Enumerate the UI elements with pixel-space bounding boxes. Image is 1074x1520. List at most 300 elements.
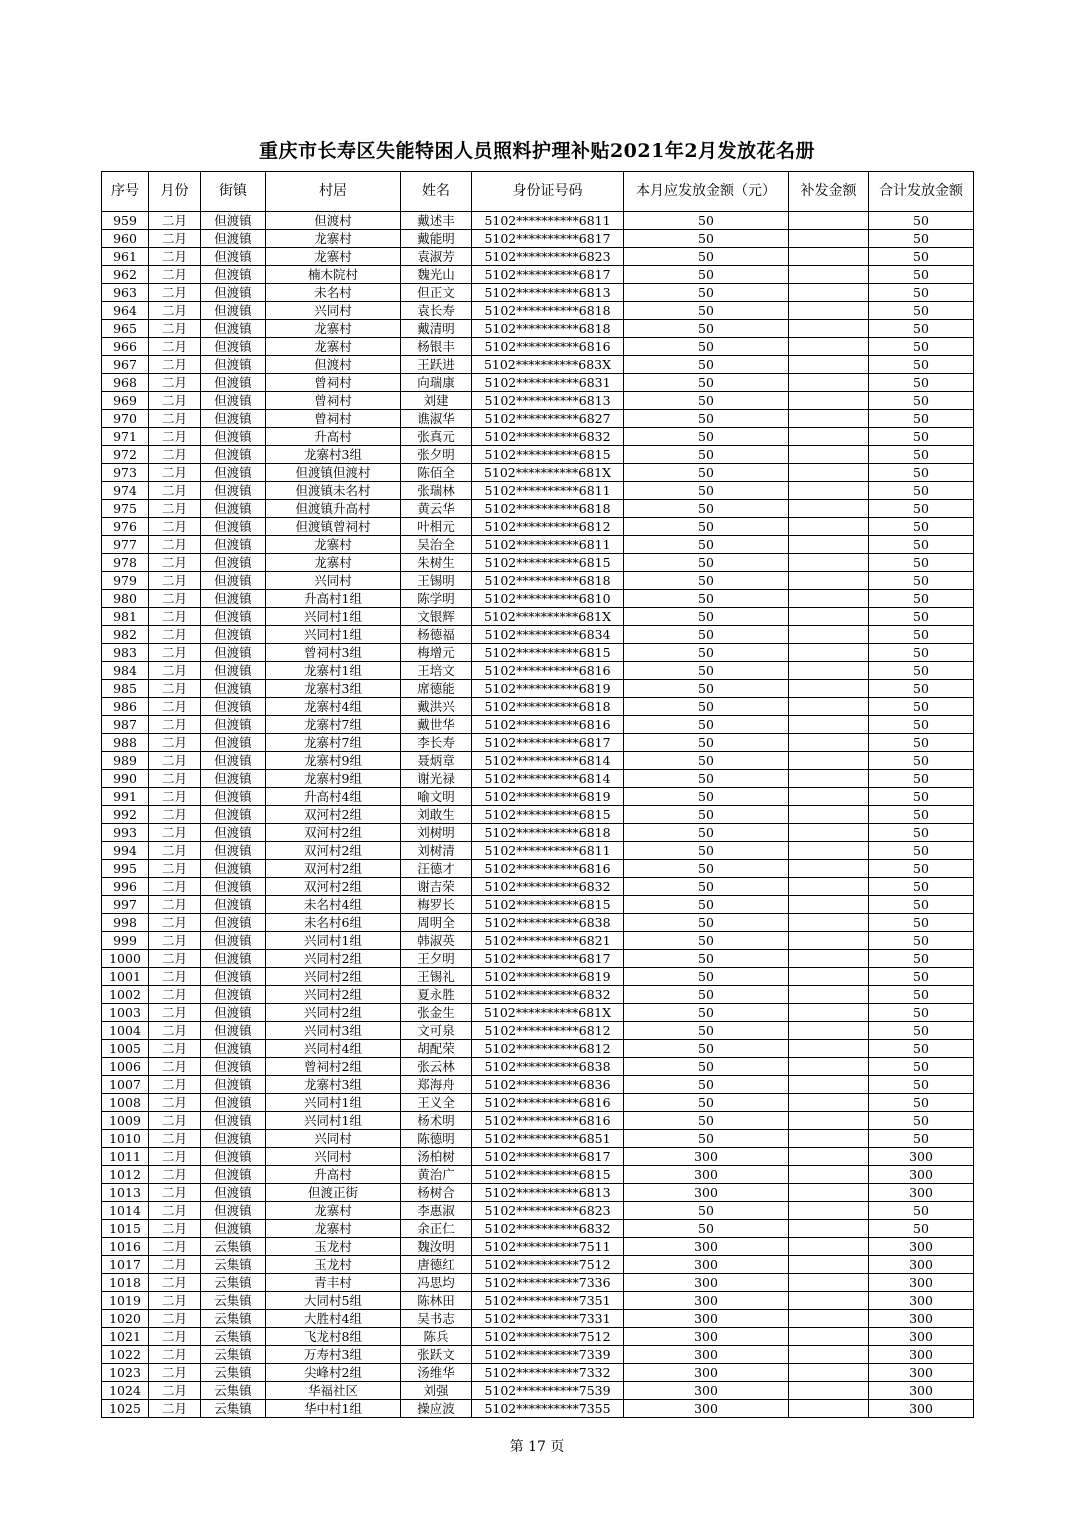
table-row xyxy=(102,932,974,950)
cell-town: 云集镇 xyxy=(201,1238,266,1256)
cell-total-amount: 50 xyxy=(869,644,974,662)
cell-total-amount: 300 xyxy=(869,1310,974,1328)
cell-total-amount: 50 xyxy=(869,734,974,752)
cell-total-amount: 300 xyxy=(869,1382,974,1400)
cell-name: 杨树合 xyxy=(401,1184,472,1202)
cell-village: 兴同村 xyxy=(266,572,401,590)
cell-id-number: 5102**********6816 xyxy=(472,1094,624,1112)
cell-name: 张金生 xyxy=(401,1004,472,1022)
cell-village: 青丰村 xyxy=(266,1274,401,1292)
cell-id-number: 5102**********6819 xyxy=(472,788,624,806)
cell-total-amount: 50 xyxy=(869,1130,974,1148)
cell-village: 兴同村1组 xyxy=(266,608,401,626)
cell-monthly-amount: 50 xyxy=(624,662,789,680)
cell-town: 云集镇 xyxy=(201,1364,266,1382)
table-row xyxy=(102,1382,974,1400)
cell-id-number: 5102**********6816 xyxy=(472,662,624,680)
cell-index: 983 xyxy=(102,644,149,662)
cell-town: 但渡镇 xyxy=(201,212,266,230)
cell-index: 1022 xyxy=(102,1346,149,1364)
cell-village: 未名村6组 xyxy=(266,914,401,932)
cell-total-amount: 50 xyxy=(869,230,974,248)
cell-index: 1004 xyxy=(102,1022,149,1040)
cell-total-amount: 50 xyxy=(869,266,974,284)
cell-index: 968 xyxy=(102,374,149,392)
cell-name: 韩淑英 xyxy=(401,932,472,950)
cell-name: 陈学明 xyxy=(401,590,472,608)
cell-town: 但渡镇 xyxy=(201,500,266,518)
cell-monthly-amount: 50 xyxy=(624,1130,789,1148)
cell-total-amount: 50 xyxy=(869,770,974,788)
cell-supplement-amount xyxy=(789,266,869,284)
cell-name: 袁长寿 xyxy=(401,302,472,320)
cell-index: 967 xyxy=(102,356,149,374)
cell-village: 双河村2组 xyxy=(266,842,401,860)
cell-supplement-amount xyxy=(789,680,869,698)
table-row xyxy=(102,734,974,752)
table-row xyxy=(102,968,974,986)
cell-total-amount: 50 xyxy=(869,716,974,734)
cell-supplement-amount xyxy=(789,1148,869,1166)
cell-supplement-amount xyxy=(789,428,869,446)
cell-town: 但渡镇 xyxy=(201,878,266,896)
cell-monthly-amount: 50 xyxy=(624,230,789,248)
cell-name: 席德能 xyxy=(401,680,472,698)
cell-monthly-amount: 50 xyxy=(624,266,789,284)
cell-index: 1006 xyxy=(102,1058,149,1076)
table-row xyxy=(102,320,974,338)
cell-name: 王培文 xyxy=(401,662,472,680)
cell-name: 喻文明 xyxy=(401,788,472,806)
cell-index: 1025 xyxy=(102,1400,149,1418)
cell-supplement-amount xyxy=(789,1256,869,1274)
cell-town: 但渡镇 xyxy=(201,860,266,878)
table-row xyxy=(102,464,974,482)
cell-village: 但渡镇曾祠村 xyxy=(266,518,401,536)
cell-village: 兴同村3组 xyxy=(266,1022,401,1040)
cell-supplement-amount xyxy=(789,824,869,842)
cell-month: 二月 xyxy=(149,1076,201,1094)
table-row xyxy=(102,212,974,230)
cell-village: 玉龙村 xyxy=(266,1238,401,1256)
cell-supplement-amount xyxy=(789,1022,869,1040)
cell-id-number: 5102**********7336 xyxy=(472,1274,624,1292)
cell-village: 龙寨村3组 xyxy=(266,680,401,698)
cell-month: 二月 xyxy=(149,1220,201,1238)
cell-month: 二月 xyxy=(149,1130,201,1148)
cell-id-number: 5102**********6838 xyxy=(472,1058,624,1076)
cell-monthly-amount: 50 xyxy=(624,860,789,878)
cell-name: 但正文 xyxy=(401,284,472,302)
cell-monthly-amount: 50 xyxy=(624,392,789,410)
cell-name: 李长寿 xyxy=(401,734,472,752)
cell-name: 汪德才 xyxy=(401,860,472,878)
cell-total-amount: 50 xyxy=(869,572,974,590)
cell-town: 但渡镇 xyxy=(201,266,266,284)
cell-town: 云集镇 xyxy=(201,1382,266,1400)
cell-month: 二月 xyxy=(149,752,201,770)
cell-id-number: 5102**********6832 xyxy=(472,878,624,896)
col-header-village: 村居 xyxy=(266,172,401,212)
cell-name: 张真元 xyxy=(401,428,472,446)
cell-monthly-amount: 50 xyxy=(624,932,789,950)
cell-id-number: 5102**********6811 xyxy=(472,536,624,554)
cell-month: 二月 xyxy=(149,1166,201,1184)
cell-index: 1002 xyxy=(102,986,149,1004)
cell-monthly-amount: 50 xyxy=(624,626,789,644)
cell-total-amount: 50 xyxy=(869,410,974,428)
cell-name: 余正仁 xyxy=(401,1220,472,1238)
cell-name: 杨银丰 xyxy=(401,338,472,356)
cell-supplement-amount xyxy=(789,518,869,536)
cell-town: 但渡镇 xyxy=(201,248,266,266)
cell-monthly-amount: 300 xyxy=(624,1364,789,1382)
cell-supplement-amount xyxy=(789,554,869,572)
cell-village: 龙寨村 xyxy=(266,320,401,338)
cell-total-amount: 50 xyxy=(869,1022,974,1040)
cell-id-number: 5102**********681X xyxy=(472,1004,624,1022)
cell-index: 1017 xyxy=(102,1256,149,1274)
table-row xyxy=(102,1364,974,1382)
cell-index: 996 xyxy=(102,878,149,896)
cell-name: 刘敢生 xyxy=(401,806,472,824)
table-row xyxy=(102,554,974,572)
cell-total-amount: 300 xyxy=(869,1274,974,1292)
cell-total-amount: 50 xyxy=(869,302,974,320)
cell-id-number: 5102**********6816 xyxy=(472,716,624,734)
cell-month: 二月 xyxy=(149,464,201,482)
cell-month: 二月 xyxy=(149,374,201,392)
cell-month: 二月 xyxy=(149,1040,201,1058)
table-row xyxy=(102,698,974,716)
cell-village: 升高村4组 xyxy=(266,788,401,806)
cell-month: 二月 xyxy=(149,410,201,428)
roster-table xyxy=(101,171,974,1418)
cell-id-number: 5102**********6817 xyxy=(472,1148,624,1166)
cell-monthly-amount: 50 xyxy=(624,248,789,266)
cell-town: 但渡镇 xyxy=(201,698,266,716)
cell-total-amount: 300 xyxy=(869,1292,974,1310)
cell-index: 1011 xyxy=(102,1148,149,1166)
cell-index: 1018 xyxy=(102,1274,149,1292)
cell-town: 但渡镇 xyxy=(201,680,266,698)
cell-index: 978 xyxy=(102,554,149,572)
cell-name: 谯淑华 xyxy=(401,410,472,428)
cell-village: 双河村2组 xyxy=(266,806,401,824)
cell-index: 1003 xyxy=(102,1004,149,1022)
cell-name: 戴能明 xyxy=(401,230,472,248)
cell-id-number: 5102**********6817 xyxy=(472,230,624,248)
col-header-town: 街镇 xyxy=(201,172,266,212)
cell-supplement-amount xyxy=(789,662,869,680)
cell-village: 龙寨村 xyxy=(266,1220,401,1238)
cell-name: 夏永胜 xyxy=(401,986,472,1004)
cell-village: 龙寨村9组 xyxy=(266,752,401,770)
cell-name: 谢光禄 xyxy=(401,770,472,788)
cell-id-number: 5102**********6814 xyxy=(472,770,624,788)
cell-name: 文可泉 xyxy=(401,1022,472,1040)
cell-month: 二月 xyxy=(149,392,201,410)
cell-monthly-amount: 50 xyxy=(624,968,789,986)
cell-index: 986 xyxy=(102,698,149,716)
cell-town: 但渡镇 xyxy=(201,320,266,338)
cell-name: 文银辉 xyxy=(401,608,472,626)
cell-supplement-amount xyxy=(789,1130,869,1148)
cell-village: 未名村 xyxy=(266,284,401,302)
cell-town: 云集镇 xyxy=(201,1346,266,1364)
table-row xyxy=(102,1220,974,1238)
cell-index: 1020 xyxy=(102,1310,149,1328)
cell-index: 987 xyxy=(102,716,149,734)
cell-village: 但渡镇未名村 xyxy=(266,482,401,500)
cell-name: 李惠淑 xyxy=(401,1202,472,1220)
cell-id-number: 5102**********6819 xyxy=(472,968,624,986)
cell-supplement-amount xyxy=(789,752,869,770)
cell-total-amount: 50 xyxy=(869,824,974,842)
table-row xyxy=(102,428,974,446)
cell-village: 曾祠村 xyxy=(266,410,401,428)
cell-month: 二月 xyxy=(149,824,201,842)
cell-total-amount: 50 xyxy=(869,338,974,356)
table-row xyxy=(102,302,974,320)
cell-monthly-amount: 300 xyxy=(624,1346,789,1364)
cell-index: 991 xyxy=(102,788,149,806)
cell-total-amount: 50 xyxy=(869,500,974,518)
cell-index: 1015 xyxy=(102,1220,149,1238)
cell-id-number: 5102**********7355 xyxy=(472,1400,624,1418)
table-row xyxy=(102,1400,974,1418)
cell-monthly-amount: 300 xyxy=(624,1328,789,1346)
cell-id-number: 5102**********6815 xyxy=(472,1166,624,1184)
cell-month: 二月 xyxy=(149,428,201,446)
table-row xyxy=(102,1238,974,1256)
cell-id-number: 5102**********6836 xyxy=(472,1076,624,1094)
cell-name: 聂炳章 xyxy=(401,752,472,770)
cell-supplement-amount xyxy=(789,644,869,662)
cell-index: 982 xyxy=(102,626,149,644)
cell-total-amount: 50 xyxy=(869,1076,974,1094)
cell-total-amount: 50 xyxy=(869,518,974,536)
cell-supplement-amount xyxy=(789,842,869,860)
cell-id-number: 5102**********6816 xyxy=(472,1112,624,1130)
cell-name: 陈林田 xyxy=(401,1292,472,1310)
cell-total-amount: 50 xyxy=(869,1004,974,1022)
cell-total-amount: 50 xyxy=(869,1040,974,1058)
cell-monthly-amount: 50 xyxy=(624,788,789,806)
cell-name: 戴述丰 xyxy=(401,212,472,230)
cell-name: 刘强 xyxy=(401,1382,472,1400)
cell-total-amount: 50 xyxy=(869,1094,974,1112)
header-row xyxy=(102,172,974,212)
cell-monthly-amount: 50 xyxy=(624,428,789,446)
cell-month: 二月 xyxy=(149,1292,201,1310)
cell-id-number: 5102**********6818 xyxy=(472,572,624,590)
cell-supplement-amount xyxy=(789,482,869,500)
cell-total-amount: 50 xyxy=(869,788,974,806)
cell-id-number: 5102**********6832 xyxy=(472,428,624,446)
cell-village: 龙寨村1组 xyxy=(266,662,401,680)
cell-monthly-amount: 50 xyxy=(624,716,789,734)
cell-month: 二月 xyxy=(149,896,201,914)
cell-supplement-amount xyxy=(789,914,869,932)
cell-village: 兴同村2组 xyxy=(266,968,401,986)
cell-town: 但渡镇 xyxy=(201,644,266,662)
cell-supplement-amount xyxy=(789,1220,869,1238)
cell-monthly-amount: 300 xyxy=(624,1400,789,1418)
cell-town: 但渡镇 xyxy=(201,230,266,248)
cell-id-number: 5102**********6818 xyxy=(472,824,624,842)
cell-month: 二月 xyxy=(149,500,201,518)
cell-monthly-amount: 50 xyxy=(624,284,789,302)
cell-month: 二月 xyxy=(149,356,201,374)
cell-supplement-amount xyxy=(789,1328,869,1346)
cell-name: 戴世华 xyxy=(401,716,472,734)
cell-index: 995 xyxy=(102,860,149,878)
cell-month: 二月 xyxy=(149,1022,201,1040)
cell-name: 叶相元 xyxy=(401,518,472,536)
cell-monthly-amount: 50 xyxy=(624,554,789,572)
cell-id-number: 5102**********6838 xyxy=(472,914,624,932)
cell-total-amount: 300 xyxy=(869,1328,974,1346)
cell-village: 升高村1组 xyxy=(266,590,401,608)
table-row xyxy=(102,986,974,1004)
cell-name: 朱树生 xyxy=(401,554,472,572)
cell-id-number: 5102**********6816 xyxy=(472,338,624,356)
cell-month: 二月 xyxy=(149,644,201,662)
cell-id-number: 5102**********6811 xyxy=(472,482,624,500)
cell-supplement-amount xyxy=(789,1076,869,1094)
cell-village: 但渡镇升高村 xyxy=(266,500,401,518)
cell-name: 郑海舟 xyxy=(401,1076,472,1094)
cell-id-number: 5102**********7539 xyxy=(472,1382,624,1400)
col-header-month: 月份 xyxy=(149,172,201,212)
cell-supplement-amount xyxy=(789,1346,869,1364)
table-row xyxy=(102,1184,974,1202)
cell-id-number: 5102**********6812 xyxy=(472,518,624,536)
table-row xyxy=(102,518,974,536)
cell-town: 云集镇 xyxy=(201,1328,266,1346)
cell-town: 但渡镇 xyxy=(201,518,266,536)
cell-town: 但渡镇 xyxy=(201,608,266,626)
table-row xyxy=(102,1166,974,1184)
cell-town: 但渡镇 xyxy=(201,1130,266,1148)
cell-index: 1024 xyxy=(102,1382,149,1400)
cell-total-amount: 50 xyxy=(869,554,974,572)
cell-total-amount: 50 xyxy=(869,284,974,302)
cell-month: 二月 xyxy=(149,842,201,860)
cell-month: 二月 xyxy=(149,320,201,338)
cell-month: 二月 xyxy=(149,1382,201,1400)
cell-town: 但渡镇 xyxy=(201,896,266,914)
cell-id-number: 5102**********6823 xyxy=(472,248,624,266)
cell-monthly-amount: 50 xyxy=(624,1220,789,1238)
cell-month: 二月 xyxy=(149,1184,201,1202)
cell-index: 992 xyxy=(102,806,149,824)
cell-name: 袁淑芳 xyxy=(401,248,472,266)
table-row xyxy=(102,1310,974,1328)
cell-monthly-amount: 50 xyxy=(624,1112,789,1130)
cell-month: 二月 xyxy=(149,518,201,536)
table-row xyxy=(102,1094,974,1112)
cell-village: 兴同村1组 xyxy=(266,1094,401,1112)
cell-supplement-amount xyxy=(789,1382,869,1400)
cell-id-number: 5102**********681X xyxy=(472,608,624,626)
cell-name: 王义全 xyxy=(401,1094,472,1112)
cell-index: 993 xyxy=(102,824,149,842)
cell-supplement-amount xyxy=(789,860,869,878)
cell-town: 但渡镇 xyxy=(201,932,266,950)
cell-id-number: 5102**********6818 xyxy=(472,302,624,320)
cell-supplement-amount xyxy=(789,968,869,986)
cell-village: 未名村4组 xyxy=(266,896,401,914)
cell-village: 升高村 xyxy=(266,428,401,446)
cell-month: 二月 xyxy=(149,554,201,572)
cell-total-amount: 50 xyxy=(869,608,974,626)
cell-village: 升高村 xyxy=(266,1166,401,1184)
cell-name: 戴清明 xyxy=(401,320,472,338)
cell-town: 但渡镇 xyxy=(201,1004,266,1022)
cell-month: 二月 xyxy=(149,338,201,356)
cell-id-number: 5102**********6834 xyxy=(472,626,624,644)
cell-total-amount: 50 xyxy=(869,896,974,914)
cell-village: 龙寨村 xyxy=(266,554,401,572)
table-row xyxy=(102,1040,974,1058)
cell-index: 1008 xyxy=(102,1094,149,1112)
cell-id-number: 5102**********6813 xyxy=(472,392,624,410)
cell-id-number: 5102**********6823 xyxy=(472,1202,624,1220)
cell-index: 961 xyxy=(102,248,149,266)
cell-id-number: 5102**********683X xyxy=(472,356,624,374)
cell-month: 二月 xyxy=(149,626,201,644)
cell-id-number: 5102**********7351 xyxy=(472,1292,624,1310)
table-row xyxy=(102,770,974,788)
cell-index: 1010 xyxy=(102,1130,149,1148)
cell-town: 但渡镇 xyxy=(201,536,266,554)
cell-id-number: 5102**********6815 xyxy=(472,446,624,464)
roster-body xyxy=(102,212,974,1418)
cell-supplement-amount xyxy=(789,356,869,374)
cell-monthly-amount: 300 xyxy=(624,1256,789,1274)
cell-village: 兴同村1组 xyxy=(266,626,401,644)
cell-monthly-amount: 50 xyxy=(624,212,789,230)
table-row xyxy=(102,1256,974,1274)
cell-month: 二月 xyxy=(149,1004,201,1022)
cell-month: 二月 xyxy=(149,950,201,968)
cell-supplement-amount xyxy=(789,716,869,734)
cell-village: 楠木院村 xyxy=(266,266,401,284)
cell-town: 但渡镇 xyxy=(201,392,266,410)
cell-month: 二月 xyxy=(149,1274,201,1292)
cell-id-number: 5102**********6812 xyxy=(472,1040,624,1058)
cell-town: 但渡镇 xyxy=(201,482,266,500)
table-row xyxy=(102,914,974,932)
cell-supplement-amount xyxy=(789,626,869,644)
cell-id-number: 5102**********6811 xyxy=(472,842,624,860)
table-row xyxy=(102,1202,974,1220)
cell-town: 但渡镇 xyxy=(201,1148,266,1166)
cell-total-amount: 50 xyxy=(869,680,974,698)
table-row xyxy=(102,338,974,356)
table-row xyxy=(102,1148,974,1166)
cell-total-amount: 50 xyxy=(869,752,974,770)
cell-name: 刘树清 xyxy=(401,842,472,860)
table-row xyxy=(102,500,974,518)
cell-total-amount: 50 xyxy=(869,1202,974,1220)
table-row xyxy=(102,590,974,608)
cell-village: 兴同村1组 xyxy=(266,932,401,950)
col-header-index: 序号 xyxy=(102,172,149,212)
cell-month: 二月 xyxy=(149,680,201,698)
